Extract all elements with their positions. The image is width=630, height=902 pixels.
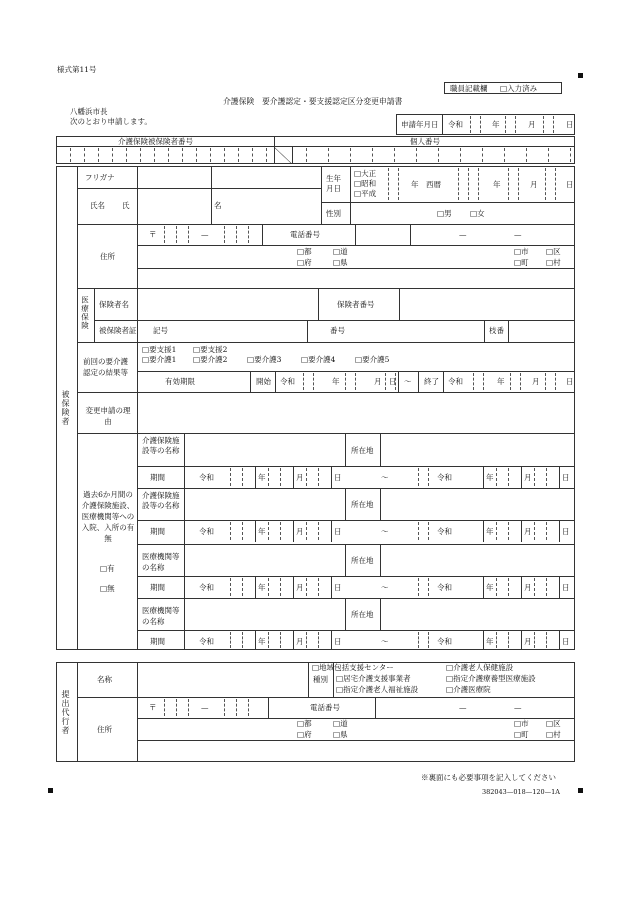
ku-checkbox[interactable]: □区	[546, 247, 561, 256]
agent-postal-input[interactable]	[160, 699, 260, 717]
start-month[interactable]: 月	[374, 377, 382, 386]
period-end-day[interactable]: 日	[562, 473, 570, 482]
recipient: 八幡浜市長	[70, 107, 108, 116]
male-checkbox[interactable]: □男	[437, 209, 452, 218]
period-start-month[interactable]: 月	[296, 637, 304, 646]
period-end-year[interactable]: 年	[486, 527, 494, 536]
family-name-label: 氏	[122, 201, 130, 210]
hosp-name-input-2[interactable]	[185, 599, 343, 629]
period-start-era: 令和	[199, 527, 214, 536]
hosp-name-label-1: 医療機関等の名称	[142, 552, 180, 573]
kaigo1-checkbox[interactable]: □要介護1	[142, 355, 177, 364]
period-tilde: ～	[381, 637, 389, 646]
agent-side-label: 提出代行者	[61, 690, 70, 735]
insurer-name-label: 保険者名	[99, 300, 129, 309]
heisei-checkbox[interactable]: □平成	[354, 189, 377, 198]
registration-mark-bottom-left	[48, 788, 53, 793]
card-kigo-input[interactable]	[175, 321, 305, 341]
period-start-day[interactable]: 日	[334, 473, 342, 482]
period-tilde: ～	[404, 377, 412, 386]
facility-name-input-2[interactable]	[185, 489, 343, 519]
period-start-day[interactable]: 日	[334, 527, 342, 536]
agent-type-label: 種別	[313, 675, 328, 684]
facility-name-label-2: 介護保険施設等の名称	[142, 491, 180, 511]
period-start-month[interactable]: 月	[296, 527, 304, 536]
kaigo4-checkbox[interactable]: □要介護4	[301, 355, 336, 364]
agent-postal-mark: 〒	[149, 703, 157, 712]
date-month[interactable]: 月	[528, 120, 536, 129]
start-era: 令和	[280, 377, 295, 386]
seireki-label: 西暦	[426, 180, 441, 189]
agent-name-label: 名称	[97, 675, 112, 684]
furigana-label: フリガナ	[85, 173, 115, 182]
agent-to-checkbox[interactable]: □都	[297, 719, 312, 728]
end-day[interactable]: 日	[566, 377, 574, 386]
end-year[interactable]: 年	[497, 377, 505, 386]
shien2-checkbox[interactable]: □要支援2	[193, 345, 228, 354]
start-year[interactable]: 年	[332, 377, 340, 386]
agent-shi-checkbox[interactable]: □市	[514, 719, 529, 728]
shien1-checkbox[interactable]: □要支援1	[142, 345, 177, 354]
period-start-day[interactable]: 日	[334, 637, 342, 646]
past-no-checkbox[interactable]: □無	[100, 584, 115, 593]
period-label: 期間	[150, 583, 165, 592]
insured-number-cells[interactable]	[56, 147, 274, 164]
footer-code: 382043—018—120—1A	[482, 788, 560, 796]
period-start-year[interactable]: 年	[258, 583, 266, 592]
period-end-month[interactable]: 月	[524, 527, 532, 536]
agent-phone-label: 電話番号	[310, 703, 340, 712]
period-end-era: 令和	[437, 527, 452, 536]
agent-address-label: 住所	[97, 725, 112, 734]
agent-postal-dash: —	[201, 703, 209, 712]
personal-number-cells[interactable]	[292, 147, 575, 164]
end-month[interactable]: 月	[532, 377, 540, 386]
agent-ken-checkbox[interactable]: □県	[333, 730, 348, 739]
ken-checkbox[interactable]: □県	[333, 258, 348, 267]
location-input-2[interactable]	[381, 489, 574, 519]
location-label-4: 所在地	[351, 610, 374, 619]
taisho-checkbox[interactable]: □大正	[354, 169, 377, 178]
period-tilde: ～	[381, 583, 389, 592]
reason-input[interactable]	[138, 394, 574, 432]
postal-code-input[interactable]	[160, 226, 260, 244]
insurer-number-label: 保険者番号	[337, 300, 375, 309]
bango-label: 番号	[330, 326, 345, 335]
period-label: 期間	[150, 473, 165, 482]
hosp-name-input-1[interactable]	[185, 545, 343, 575]
card-label: 被保険者証	[99, 326, 137, 335]
period-end-year[interactable]: 年	[486, 473, 494, 482]
birth-month[interactable]: 月	[530, 180, 538, 189]
agent-machi-checkbox[interactable]: □町	[514, 730, 529, 739]
type-hoken-checkbox[interactable]: □介護老人保健施設	[446, 663, 514, 672]
name-label: 氏名	[90, 201, 105, 210]
mura-checkbox[interactable]: □村	[546, 258, 561, 267]
agent-address-input[interactable]	[138, 741, 574, 761]
input-done-checkbox[interactable]: □入力済み	[500, 84, 538, 93]
past-label: 過去6か月間の介護保険施設、医療機関等への入院、入所の有無	[81, 490, 135, 543]
given-name-label: 名	[214, 201, 222, 210]
address-label: 住所	[100, 252, 115, 261]
insured-side-label: 被保険者	[61, 390, 70, 426]
past-yes-checkbox[interactable]: □有	[100, 564, 115, 573]
location-label-2: 所在地	[351, 500, 374, 509]
period-start-month[interactable]: 月	[296, 473, 304, 482]
period-end-day[interactable]: 日	[562, 637, 570, 646]
period-end-era: 令和	[437, 583, 452, 592]
type-fukushi-checkbox[interactable]: □指定介護老人福祉施設	[336, 685, 419, 694]
fu-checkbox[interactable]: □府	[297, 258, 312, 267]
dou-checkbox[interactable]: □道	[333, 247, 348, 256]
address-input[interactable]	[138, 269, 574, 287]
birth-day[interactable]: 日	[566, 180, 574, 189]
type-chiiki-checkbox[interactable]: □地域包括支援センター	[312, 663, 394, 672]
type-ryoyo-checkbox[interactable]: □指定介護療養型医療施設	[446, 674, 536, 683]
postal-mark: 〒	[149, 230, 157, 239]
phone-input[interactable]	[356, 226, 574, 244]
agent-fu-checkbox[interactable]: □府	[297, 730, 312, 739]
date-label: 申請年月日	[401, 120, 439, 129]
period-end-day[interactable]: 日	[562, 527, 570, 536]
agent-dou-checkbox[interactable]: □道	[333, 719, 348, 728]
type-iryoin-checkbox[interactable]: □介護医療院	[446, 685, 491, 694]
period-start-month[interactable]: 月	[296, 583, 304, 592]
period-start-year[interactable]: 年	[258, 473, 266, 482]
birth-year[interactable]: 年	[493, 180, 501, 189]
phone-label: 電話番号	[290, 230, 320, 239]
agent-phone-dash-2: —	[514, 703, 522, 712]
period-label: 期間	[150, 527, 165, 536]
period-label: 期間	[150, 637, 165, 646]
location-input-3[interactable]	[381, 545, 574, 575]
period-start-era: 令和	[199, 473, 214, 482]
footer-note: ※裏面にも必要事項を記入してください	[421, 773, 556, 782]
location-input-1[interactable]	[381, 434, 574, 465]
edaban-label: 枝番	[489, 326, 504, 335]
registration-mark-top-right	[578, 73, 583, 78]
hosp-name-label-2: 医療機関等の名称	[142, 606, 180, 627]
period-end-year[interactable]: 年	[486, 583, 494, 592]
end-label: 終了	[424, 377, 439, 386]
postal-dash: —	[201, 230, 209, 239]
phone-dash-1: —	[459, 230, 467, 239]
staff-label: 職員記載欄	[450, 84, 488, 93]
period-tilde: ～	[381, 527, 389, 536]
type-kyotaku-checkbox[interactable]: □居宅介護支援事業者	[336, 674, 411, 683]
period-end-month[interactable]: 月	[524, 637, 532, 646]
location-label-1: 所在地	[351, 446, 374, 455]
card-bango-input[interactable]	[355, 321, 482, 341]
kaigo3-checkbox[interactable]: □要介護3	[247, 355, 282, 364]
shi-checkbox[interactable]: □市	[514, 247, 529, 256]
page-title: 介護保険 要介護認定・要支援認定区分変更申請書	[223, 97, 403, 106]
birth-label-1: 生年	[326, 174, 341, 183]
agent-phone-input[interactable]	[376, 699, 574, 717]
phone-dash-2: —	[514, 230, 522, 239]
date-era: 令和	[448, 120, 463, 129]
reason-label: 変更申請の理由	[85, 406, 131, 427]
facility-name-label-1: 介護保険施設等の名称	[142, 436, 180, 456]
location-input-4[interactable]	[381, 599, 574, 629]
period-start-year[interactable]: 年	[258, 527, 266, 536]
period-start-day[interactable]: 日	[334, 583, 342, 592]
name-input[interactable]	[137, 188, 321, 224]
medical-side-label: 医療保険	[80, 296, 90, 330]
form-number: 様式第11号	[57, 65, 97, 74]
period-start-year[interactable]: 年	[258, 637, 266, 646]
furigana-input[interactable]	[137, 166, 321, 188]
birth-era-year[interactable]: 年	[411, 180, 419, 189]
valid-period-label: 有効期限	[165, 377, 195, 386]
intro-text: 次のとおり申請します。	[70, 117, 152, 126]
agent-mura-checkbox[interactable]: □村	[546, 730, 561, 739]
period-end-era: 令和	[437, 473, 452, 482]
start-label: 開始	[256, 377, 271, 386]
kaigo5-checkbox[interactable]: □要介護5	[355, 355, 390, 364]
date-day[interactable]: 日	[566, 120, 574, 129]
insured-number-label: 介護保険被保険者番号	[118, 137, 193, 146]
agent-phone-dash-1: —	[459, 703, 467, 712]
birth-label-2: 月日	[326, 184, 341, 193]
insurer-name-input[interactable]	[138, 290, 318, 318]
location-label-3: 所在地	[351, 556, 374, 565]
facility-name-input-1[interactable]	[185, 434, 343, 465]
period-end-month[interactable]: 月	[524, 473, 532, 482]
insurer-number-input[interactable]	[400, 290, 574, 318]
period-tilde: ～	[381, 473, 389, 482]
period-start-era: 令和	[199, 637, 214, 646]
date-year[interactable]: 年	[492, 120, 500, 129]
registration-mark-bottom-right	[578, 788, 583, 793]
personal-number-label: 個人番号	[410, 137, 440, 146]
prev-result-label: 前回の要介護認定の結果等	[83, 357, 128, 377]
to-checkbox[interactable]: □都	[297, 247, 312, 256]
agent-ku-checkbox[interactable]: □区	[546, 719, 561, 728]
start-day[interactable]: 日	[389, 377, 397, 386]
kigo-label: 記号	[153, 326, 168, 335]
female-checkbox[interactable]: □女	[470, 209, 485, 218]
period-end-month[interactable]: 月	[524, 583, 532, 592]
showa-checkbox[interactable]: □昭和	[354, 179, 377, 188]
period-end-day[interactable]: 日	[562, 583, 570, 592]
period-end-era: 令和	[437, 637, 452, 646]
gender-label: 性別	[326, 209, 341, 218]
period-end-year[interactable]: 年	[486, 637, 494, 646]
end-era: 令和	[448, 377, 463, 386]
period-start-era: 令和	[199, 583, 214, 592]
kaigo2-checkbox[interactable]: □要介護2	[193, 355, 228, 364]
machi-checkbox[interactable]: □町	[514, 258, 529, 267]
agent-name-input[interactable]	[138, 664, 306, 696]
